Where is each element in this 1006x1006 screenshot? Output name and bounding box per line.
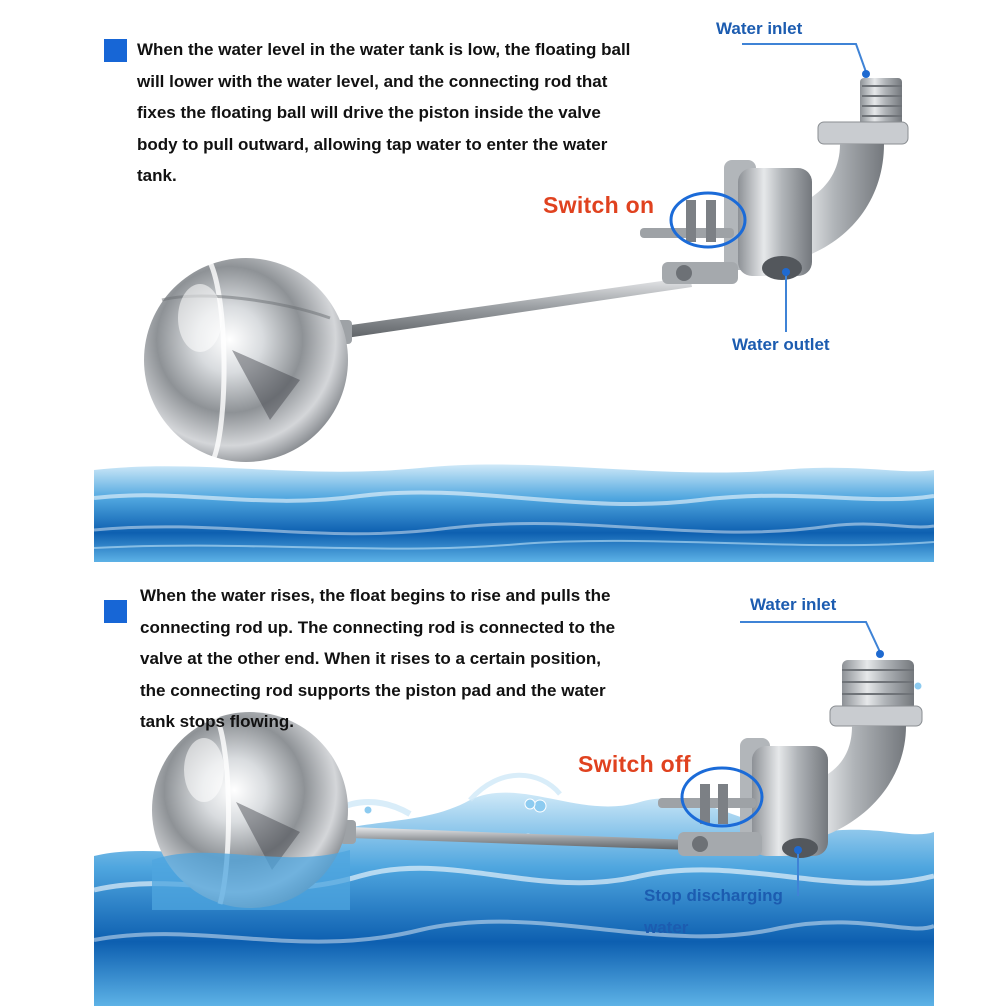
connecting-rod [336, 277, 692, 344]
water-inlet-leader-dot [876, 650, 884, 658]
switch-off-description: When the water rises, the float begins to rise and pulls the connecting rod up. The connecting rod is connected to the valve at the other end. When it rises to a certain position, the connecting rod supports the piston pad and the water tank stops flowing. [140, 586, 616, 731]
float-ball [144, 258, 348, 462]
bullet-square [104, 600, 127, 623]
switch-on-description: When the water level in the water tank is low, the floating ball will lower with the water level, and the connecting rod that fixes the floating ball will drive the piston inside the valve body to pull outward, allowing tap water to enter the water tank. [137, 40, 631, 185]
water-outlet-label: Water outlet [732, 335, 830, 354]
water-inlet-leader-line [740, 622, 880, 652]
water-outlet-leader-dot [782, 268, 790, 276]
switch-off-label: Switch off [578, 751, 691, 777]
switch-off-panel [0, 570, 1006, 1006]
water-inlet-leader-line [742, 44, 866, 72]
water-inlet-label: Water inlet [750, 595, 837, 614]
water-inlet-label: Water inlet [716, 19, 803, 38]
valve-body [640, 78, 908, 284]
water-inlet-leader-dot [862, 70, 870, 78]
bullet-square [104, 39, 127, 62]
stop-discharging-label: Stop discharging water [644, 886, 783, 937]
stop-discharging-leader-dot [794, 846, 802, 854]
water-wave-top [94, 465, 934, 562]
switch-on-label: Switch on [543, 192, 655, 218]
float-ball [152, 712, 350, 910]
